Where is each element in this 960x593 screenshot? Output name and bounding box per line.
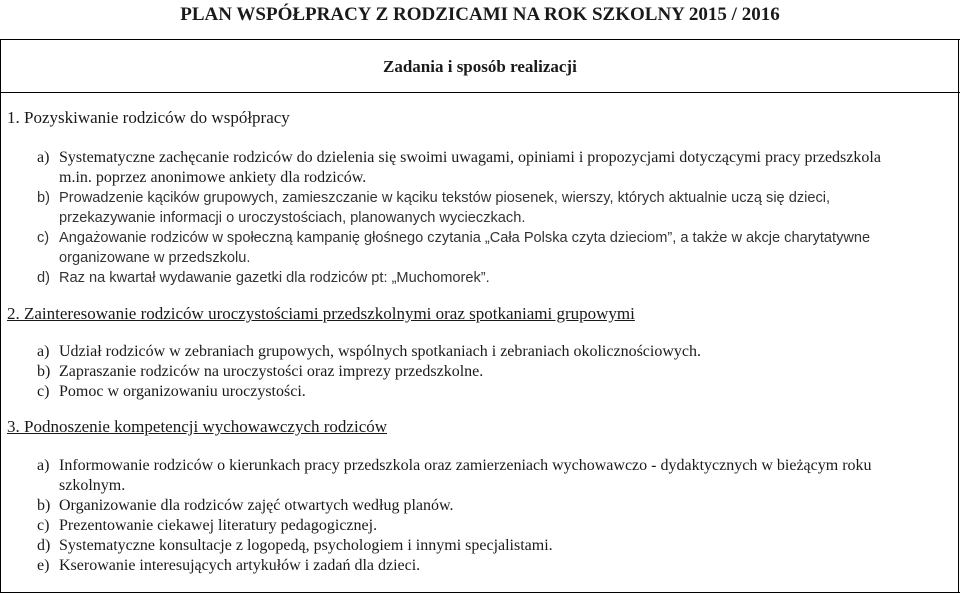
item-marker: a) [37, 149, 50, 166]
item-text: Kserowanie interesujących artykułów i zadań dla dzieci. [59, 557, 421, 574]
item-text: Pomoc w organizowaniu uroczystości. [59, 383, 306, 400]
table-header-border [0, 92, 960, 93]
item-text-continuation: przekazywanie informacji o uroczystościach, planowanych wycieczkach. [59, 210, 526, 226]
item-marker: b) [37, 363, 51, 380]
item-marker: a) [37, 343, 50, 360]
item-marker: d) [37, 537, 51, 554]
item-text: Raz na kwartał wydawanie gazetki dla rodziców pt: „Muchomorek”. [59, 270, 490, 286]
table-top-border [0, 39, 960, 40]
table-left-border [0, 39, 1, 593]
table-right-border [958, 39, 959, 593]
item-marker: a) [37, 457, 50, 474]
section-heading-3: 3. Podnoszenie kompetencji wychowawczych rodziców [7, 417, 388, 436]
item-text: Systematyczne konsultacje z logopedą, psychologiem i innymi specjalistami. [59, 537, 553, 554]
item-text: Udział rodziców w zebraniach grupowych, wspólnych spotkaniach i zebraniach okolicznościowych. [59, 343, 701, 360]
item-text: Prezentowanie ciekawej literatury pedagogicznej. [59, 517, 378, 534]
item-marker: c) [37, 230, 50, 246]
column-header: Zadania i sposób realizacji [383, 57, 577, 76]
item-marker: d) [37, 270, 50, 286]
item-text: Zapraszanie rodziców na uroczystości oraz imprezy przedszkolne. [59, 363, 484, 380]
section-heading-1: 1. Pozyskiwanie rodziców do współpracy [7, 108, 290, 127]
item-text: Prowadzenie kącików grupowych, zamieszczanie w kąciku tekstów piosenek, wierszy, których aktualnie uczą się dzieci, [59, 190, 831, 206]
section-heading-2: 2. Zainteresowanie rodziców uroczystościami przedszkolnymi oraz spotkaniami grupowymi [7, 304, 635, 323]
item-text: Angażowanie rodziców w społeczną kampanię głośnego czytania „Cała Polska czyta dzieciom”, a także w akcje charytatywne [59, 230, 871, 246]
item-text-continuation: organizowane w przedszkolu. [59, 250, 251, 266]
document-title: PLAN WSPÓŁPRACY Z RODZICAMI NA ROK SZKOLNY 2015 / 2016 [180, 4, 780, 25]
item-text: Systematyczne zachęcanie rodziców do dzielenia się swoimi uwagami, opiniami i propozycjami dotyczącymi pracy przedszkola [59, 149, 881, 166]
item-text: Informowanie rodziców o kierunkach pracy przedszkola oraz zamierzeniach wychowawczo - dydaktycznych w bieżącym roku [59, 457, 872, 474]
item-marker: b) [37, 497, 51, 514]
item-marker: c) [37, 383, 50, 400]
item-text-continuation: m.in. poprzez anonimowe ankiety dla rodziców. [59, 169, 367, 186]
item-text: Organizowanie dla rodziców zajęć otwartych według planów. [59, 497, 454, 514]
item-text-continuation: szkolnym. [59, 477, 126, 494]
item-marker: e) [37, 557, 50, 574]
item-marker: b) [37, 190, 50, 206]
item-marker: c) [37, 517, 50, 534]
